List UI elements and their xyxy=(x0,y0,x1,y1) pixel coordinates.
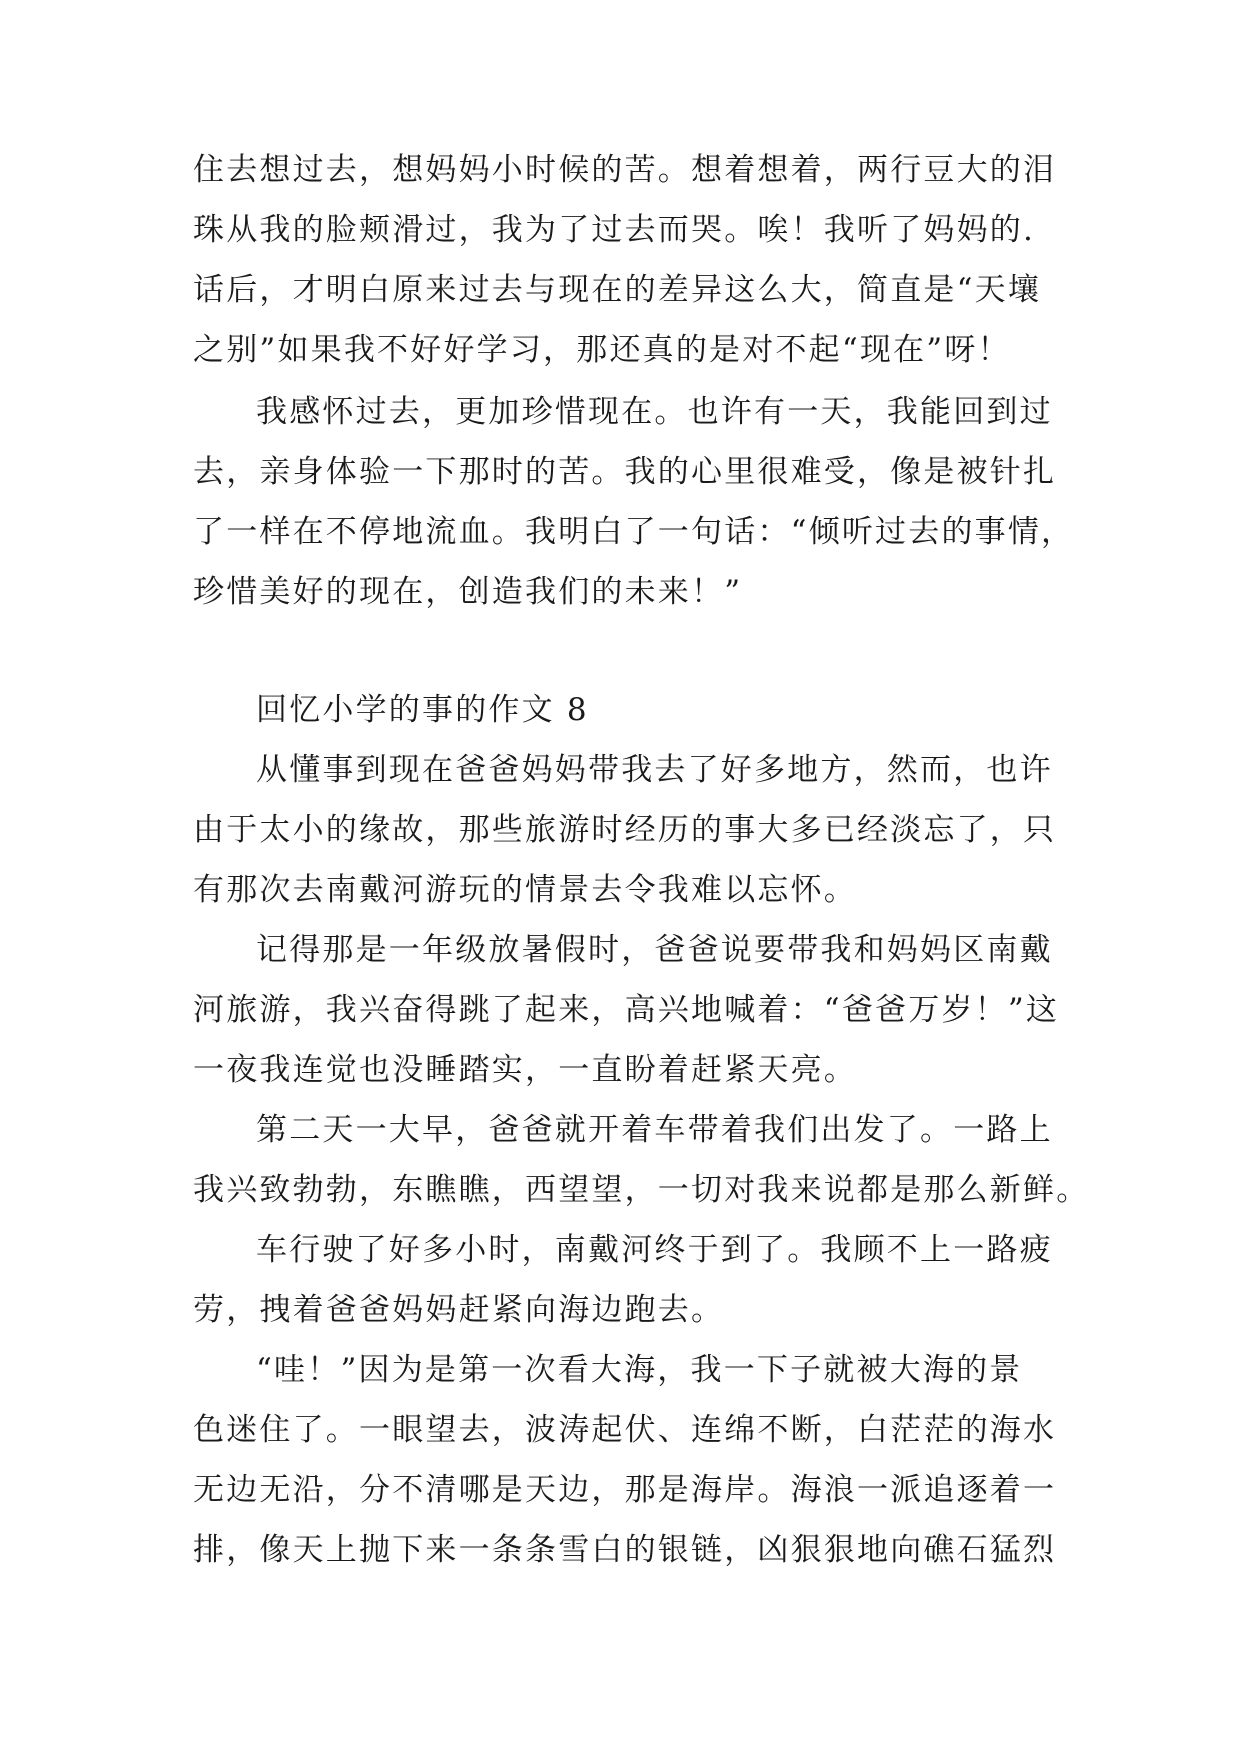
paragraph-first-line: 车行驶了好多小时，南戴河终于到了。我顾不上一路疲 xyxy=(256,1232,1053,1268)
text-line: 珍惜美好的现在，创造我们的未来！” xyxy=(193,574,743,610)
text-line: 河旅游，我兴奋得跳了起来，高兴地喊着：“爸爸万岁！”这 xyxy=(193,992,1060,1028)
section-heading: 回忆小学的事的作文 8 xyxy=(256,692,589,728)
paragraph-first-line: 记得那是一年级放暑假时，爸爸说要带我和妈妈区南戴 xyxy=(256,932,1053,968)
paragraph-first-line: “哇！”因为是第一次看大海，我一下子就被大海的景 xyxy=(256,1352,1023,1388)
text-line: 去，亲身体验一下那时的苦。我的心里很难受，像是被针扎 xyxy=(193,454,1057,490)
text-line: 排，像天上抛下来一条条雪白的银链，凶狠狠地向礁石猛烈 xyxy=(193,1532,1057,1568)
text-line: 由于太小的缘故，那些旅游时经历的事大多已经淡忘了，只 xyxy=(193,812,1057,848)
text-line: 了一样在不停地流血。我明白了一句话：“倾听过去的事情， xyxy=(193,514,1075,550)
text-line: 我兴致勃勃，东瞧瞧，西望望，一切对我来说都是那么新鲜。 xyxy=(193,1172,1090,1208)
text-line: 色迷住了。一眼望去，波涛起伏、连绵不断，白茫茫的海水 xyxy=(193,1412,1057,1448)
text-line: 有那次去南戴河游玩的情景去令我难以忘怀。 xyxy=(193,872,857,908)
text-line: 一夜我连觉也没睡踏实，一直盼着赶紧天亮。 xyxy=(193,1052,857,1088)
paragraph-first-line: 第二天一大早，爸爸就开着车带着我们出发了。一路上 xyxy=(256,1112,1053,1148)
text-line: 珠从我的脸颊滑过，我为了过去而哭。唉！我听了妈妈的. xyxy=(193,212,1036,248)
paragraph-first-line: 从懂事到现在爸爸妈妈带我去了好多地方，然而，也许 xyxy=(256,752,1053,788)
text-line: 住去想过去，想妈妈小时候的苦。想着想着，两行豆大的泪 xyxy=(193,152,1057,188)
text-line: 话后，才明白原来过去与现在的差异这么大，简直是“天壤 xyxy=(193,272,1042,308)
text-line: 无边无沿，分不清哪是天边，那是海岸。海浪一派追逐着一 xyxy=(193,1472,1057,1508)
paragraph-first-line: 我感怀过去，更加珍惜现在。也许有一天，我能回到过 xyxy=(256,394,1053,430)
text-line: 之别”如果我不好好学习，那还真的是对不起“现在”呀！ xyxy=(193,332,1011,368)
text-line: 劳，拽着爸爸妈妈赶紧向海边跑去。 xyxy=(193,1292,725,1328)
